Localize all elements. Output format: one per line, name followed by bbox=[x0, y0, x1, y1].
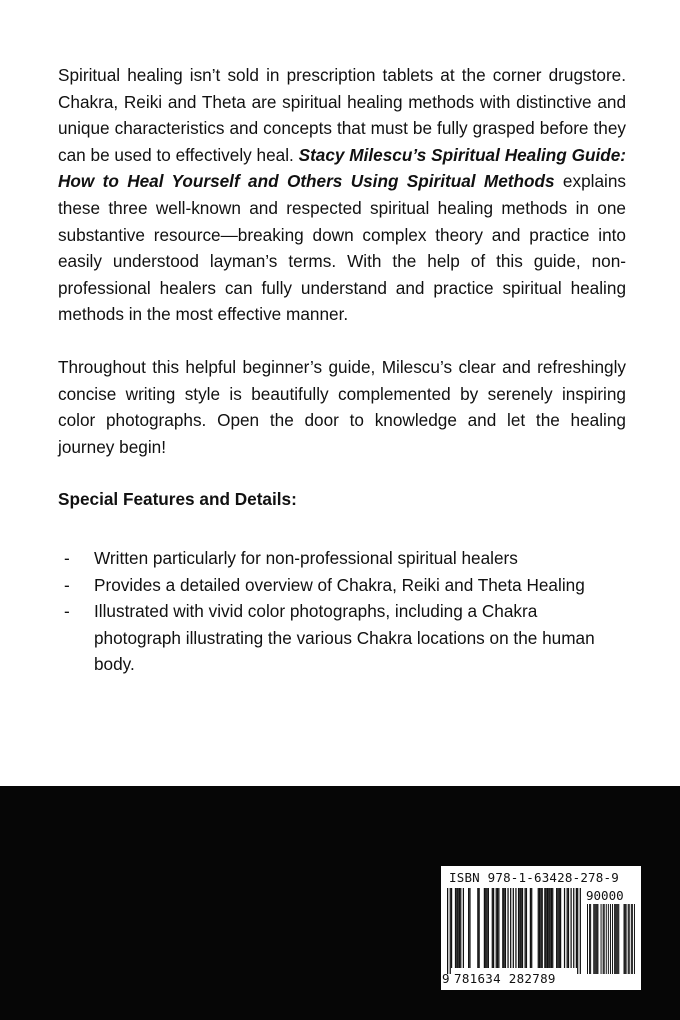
barcode-bar bbox=[560, 888, 561, 968]
barcode-bar bbox=[552, 888, 553, 968]
barcode-bar bbox=[510, 888, 511, 968]
addon-barcode-bars bbox=[587, 904, 635, 974]
barcode-bar bbox=[626, 904, 627, 974]
barcode-bar bbox=[521, 888, 522, 968]
barcode-bar bbox=[628, 904, 629, 974]
features-heading: Special Features and Details: bbox=[58, 489, 297, 510]
barcode-bar bbox=[525, 888, 526, 968]
barcode-bar bbox=[492, 888, 493, 968]
barcode-bar bbox=[615, 904, 616, 974]
barcode-bar bbox=[484, 888, 485, 968]
barcode-bar bbox=[544, 888, 545, 968]
feature-item-3 bbox=[64, 598, 626, 678]
paragraph-1-end: explains these three well-known and respected spiritual healing methods in one substantive resource—breaking down complex theory and practice into easily understood layman’s terms. With the help of this guide, non-professional healers can fully understand and practice spiritual healing methods in the most effective manner. bbox=[58, 171, 626, 325]
barcode-bar bbox=[631, 904, 632, 974]
feature-item-1 bbox=[64, 545, 626, 572]
barcode-bar bbox=[531, 888, 532, 968]
barcode-bar bbox=[593, 904, 594, 974]
barcode-bar bbox=[486, 888, 487, 968]
feature-item-2 bbox=[64, 572, 626, 599]
barcode-bar bbox=[502, 888, 503, 968]
book-title: Stacy Milescu’s Spiritual Healing Guide: How to Heal Yourself and Others Using Spiritual Methods bbox=[58, 144, 626, 192]
barcode-bar bbox=[468, 888, 469, 968]
barcode-bar bbox=[590, 904, 591, 974]
bullet-dash: - bbox=[64, 574, 70, 595]
barcode-bar bbox=[603, 904, 604, 974]
barcode-bar bbox=[549, 888, 550, 968]
description-paragraph-1 bbox=[58, 62, 626, 328]
feature-item-text: Illustrated with vivid color photographs, including a Chakra photograph illustrating the various Chakra locations on the human body. bbox=[94, 601, 595, 675]
barcode-bar bbox=[459, 888, 460, 968]
barcode-bar bbox=[612, 904, 613, 974]
barcode-bar bbox=[595, 904, 596, 974]
ean-barcode-bars bbox=[447, 888, 581, 974]
barcode-bar bbox=[447, 888, 448, 974]
barcode-bar bbox=[580, 888, 581, 974]
barcode-bar bbox=[629, 904, 630, 974]
barcode-bar bbox=[624, 904, 625, 974]
barcode-bar bbox=[530, 888, 531, 968]
barcode-bar bbox=[451, 888, 452, 968]
barcode-bar bbox=[625, 904, 626, 974]
barcode-bar bbox=[618, 904, 619, 974]
barcode-bar bbox=[498, 888, 499, 968]
barcode-bar bbox=[616, 904, 617, 974]
blurb-text-block bbox=[58, 62, 626, 678]
description-paragraph-2: Throughout this helpful beginner’s guide, Milescu’s clear and refreshingly concise writing style is beautifully complemented by serenely inspiring color photographs. Open the door to knowledge and let the healing journey begin! bbox=[58, 356, 626, 457]
barcode-bar bbox=[522, 888, 523, 968]
barcode-bar bbox=[542, 888, 543, 968]
barcode-bar bbox=[497, 888, 498, 968]
barcode-bar bbox=[518, 888, 519, 968]
barcode-bar bbox=[548, 888, 549, 968]
barcode-bar bbox=[503, 888, 504, 968]
barcode-bar bbox=[485, 888, 486, 968]
barcode-bar bbox=[610, 904, 611, 974]
barcode-bar bbox=[564, 888, 565, 968]
barcode-bar bbox=[576, 888, 577, 968]
bullet-dash: - bbox=[64, 601, 70, 622]
barcode-bar bbox=[559, 888, 560, 968]
barcode-bar bbox=[458, 888, 459, 968]
ean-digits: 781634 282789 bbox=[454, 971, 556, 986]
barcode-bar bbox=[507, 888, 508, 968]
barcode-bar bbox=[469, 888, 470, 968]
barcode-bar bbox=[505, 888, 506, 968]
barcode-bar bbox=[515, 888, 516, 968]
paragraph-1-start: Spiritual healing isn’t sold in prescription tablets at the corner drugstore. Chakra, Reiki and Theta are spiritual healing methods with distinctive and unique characteristics and concepts that must be fully grasped before they can be used to effectively heal. bbox=[58, 65, 626, 165]
barcode-bar bbox=[632, 904, 633, 974]
barcode-bar bbox=[513, 888, 514, 968]
barcode-bar bbox=[568, 888, 569, 968]
feature-item-text: Provides a detailed overview of Chakra, Reiki and Theta Healing bbox=[94, 574, 585, 595]
barcode-bar bbox=[570, 888, 571, 968]
bullet-dash: - bbox=[64, 547, 70, 568]
barcode-bar bbox=[456, 888, 457, 968]
barcode-bar bbox=[634, 904, 635, 974]
barcode-bar bbox=[556, 888, 557, 968]
barcode-bar bbox=[460, 888, 461, 968]
barcode-bar bbox=[577, 888, 578, 974]
barcode-bar bbox=[496, 888, 497, 968]
barcode-bar bbox=[538, 888, 539, 968]
ean-first-digit: 9 bbox=[442, 971, 450, 986]
barcode-bar bbox=[596, 904, 597, 974]
barcode-bar bbox=[567, 888, 568, 968]
barcode-bar bbox=[573, 888, 574, 968]
barcode-bar bbox=[601, 904, 602, 974]
feature-list bbox=[58, 545, 626, 678]
barcode-bar bbox=[546, 888, 547, 968]
barcode-bar bbox=[617, 904, 618, 974]
feature-item-text: Written particularly for non-professional spiritual healers bbox=[94, 547, 518, 568]
barcode-bar bbox=[614, 904, 615, 974]
barcode-bar bbox=[551, 888, 552, 968]
barcode-bar bbox=[519, 888, 520, 968]
barcode-bar bbox=[594, 904, 595, 974]
barcode-bar bbox=[477, 888, 478, 968]
barcode-bar bbox=[450, 888, 451, 974]
isbn-barcode bbox=[441, 866, 641, 990]
barcode-bar bbox=[488, 888, 489, 968]
addon-code: 90000 bbox=[586, 888, 624, 903]
barcode-bar bbox=[597, 904, 598, 974]
barcode-bar bbox=[540, 888, 541, 968]
barcode-bar bbox=[493, 888, 494, 968]
barcode-bar bbox=[526, 888, 527, 968]
barcode-bar bbox=[608, 904, 609, 974]
barcode-bar bbox=[589, 904, 590, 974]
barcode-bar bbox=[547, 888, 548, 968]
barcode-bar bbox=[539, 888, 540, 968]
barcode-bar bbox=[604, 904, 605, 974]
barcode-bar bbox=[557, 888, 558, 968]
isbn-label: ISBN 978-1-63428-278-9 bbox=[449, 870, 619, 885]
barcode-bar bbox=[606, 904, 607, 974]
barcode-bar bbox=[587, 904, 588, 974]
barcode-bar bbox=[455, 888, 456, 968]
barcode-bar bbox=[463, 888, 464, 968]
barcode-bar bbox=[479, 888, 480, 968]
